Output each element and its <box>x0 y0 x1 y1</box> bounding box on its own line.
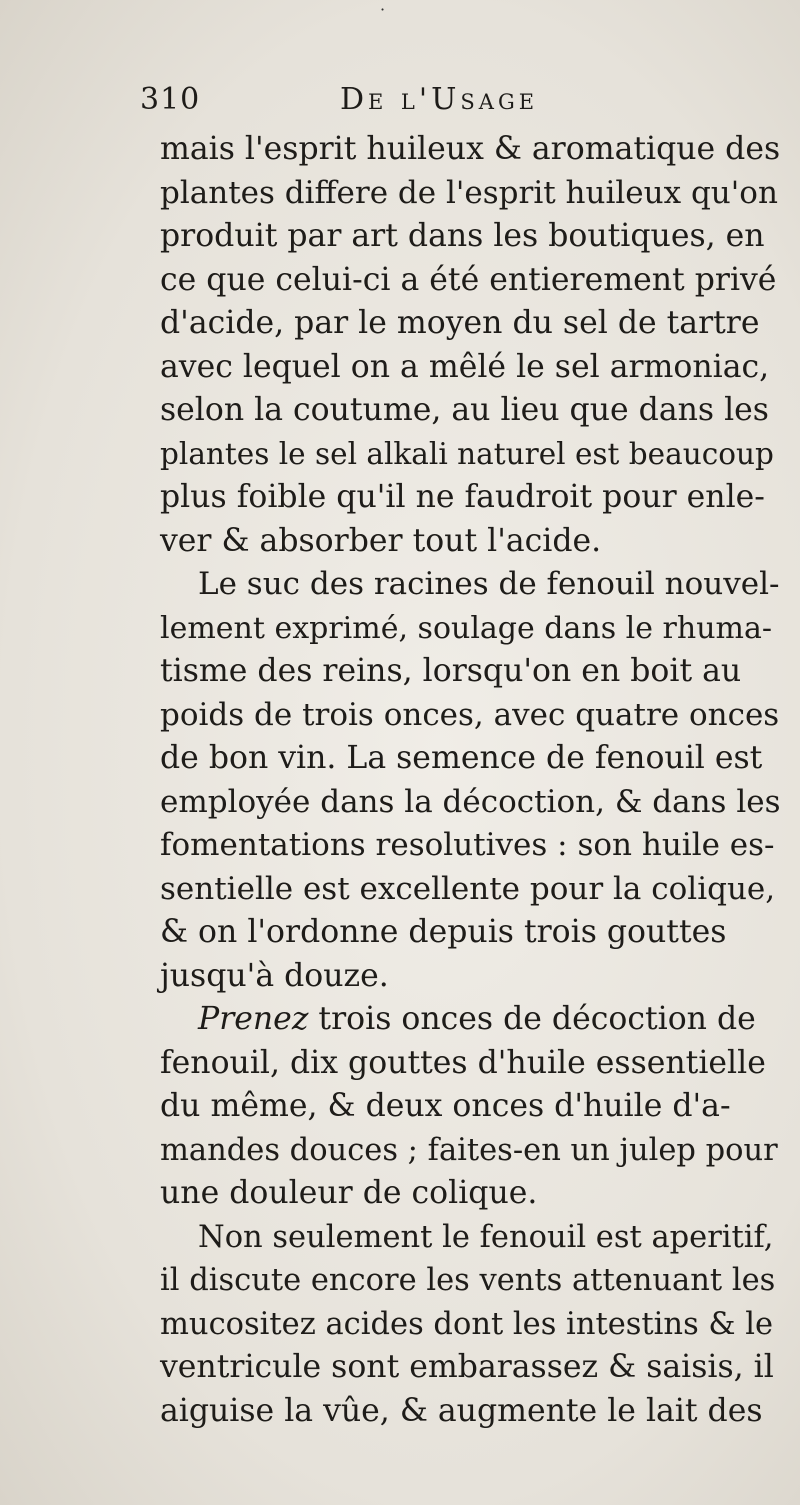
text-line: produit par art dans les boutiques, en <box>160 218 765 254</box>
ink-mark: · <box>380 0 386 19</box>
text-line: aiguise la vûe, & augmente le lait des <box>160 1392 763 1429</box>
paragraph-start-line <box>160 998 780 1042</box>
text-line: une douleur de colique. <box>160 1175 538 1211</box>
page-header <box>140 82 740 122</box>
text-line: jusqu'à douze. <box>160 957 389 994</box>
text-line: lement exprimé, soulage dans le rhuma- <box>160 610 772 646</box>
text-line: ver & absorber tout l'acide. <box>160 522 602 559</box>
text-line: selon la coutume, au lieu que dans les <box>160 392 769 428</box>
text-line: fenouil, dix gouttes d'huile essentielle <box>160 1044 766 1081</box>
text-line: plantes differe de l'esprit huileux qu'on <box>160 174 778 211</box>
text-line: de bon vin. La semence de fenouil est <box>160 740 763 776</box>
text-line: ce que celui-ci a été entierement privé <box>160 261 777 298</box>
text-line: mucositez acides dont les intestins & le <box>160 1306 774 1342</box>
paragraph-start-line: Le suc des racines de fenouil nouvel- <box>198 566 780 602</box>
text-fragment: trois onces de décoction de <box>308 1001 756 1037</box>
text-line: mandes douces ; faites-en un julep pour <box>160 1132 778 1168</box>
body-text <box>160 128 780 1433</box>
text-line: plus foible qu'il ne faudroit pour enle- <box>160 479 765 515</box>
text-line: plantes le sel alkali naturel est beaucoup <box>160 436 774 471</box>
text-line: & on l'ordonne depuis trois gouttes <box>160 914 727 950</box>
text-line: poids de trois onces, avec quatre onces <box>160 696 780 733</box>
text-line: tisme des reins, lorsqu'on en boit au <box>160 653 742 689</box>
text-line: d'acide, par le moyen du sel de tartre <box>160 305 760 341</box>
text-line: employée dans la décoction, & dans les <box>160 783 781 820</box>
text-line: ventricule sont embarassez & saisis, il <box>160 1349 774 1385</box>
text-line: sentielle est excellente pour la colique, <box>160 870 776 907</box>
text-line: du même, & deux onces d'huile d'a- <box>160 1088 731 1124</box>
page-number: 310 <box>140 82 201 117</box>
text-line: il discute encore les vents attenuant les <box>160 1263 776 1298</box>
text-line: avec lequel on a mêlé le sel armoniac, <box>160 348 770 385</box>
text-line: mais l'esprit huileux & aromatique des <box>160 131 781 167</box>
running-title: De l'Usage <box>340 82 539 117</box>
text-line: fomentations resolutives : son huile es- <box>160 827 775 863</box>
paragraph-start-line: Non seulement le fenouil est aperitif, <box>198 1219 774 1255</box>
recipe-keyword: Prenez <box>198 1001 309 1037</box>
